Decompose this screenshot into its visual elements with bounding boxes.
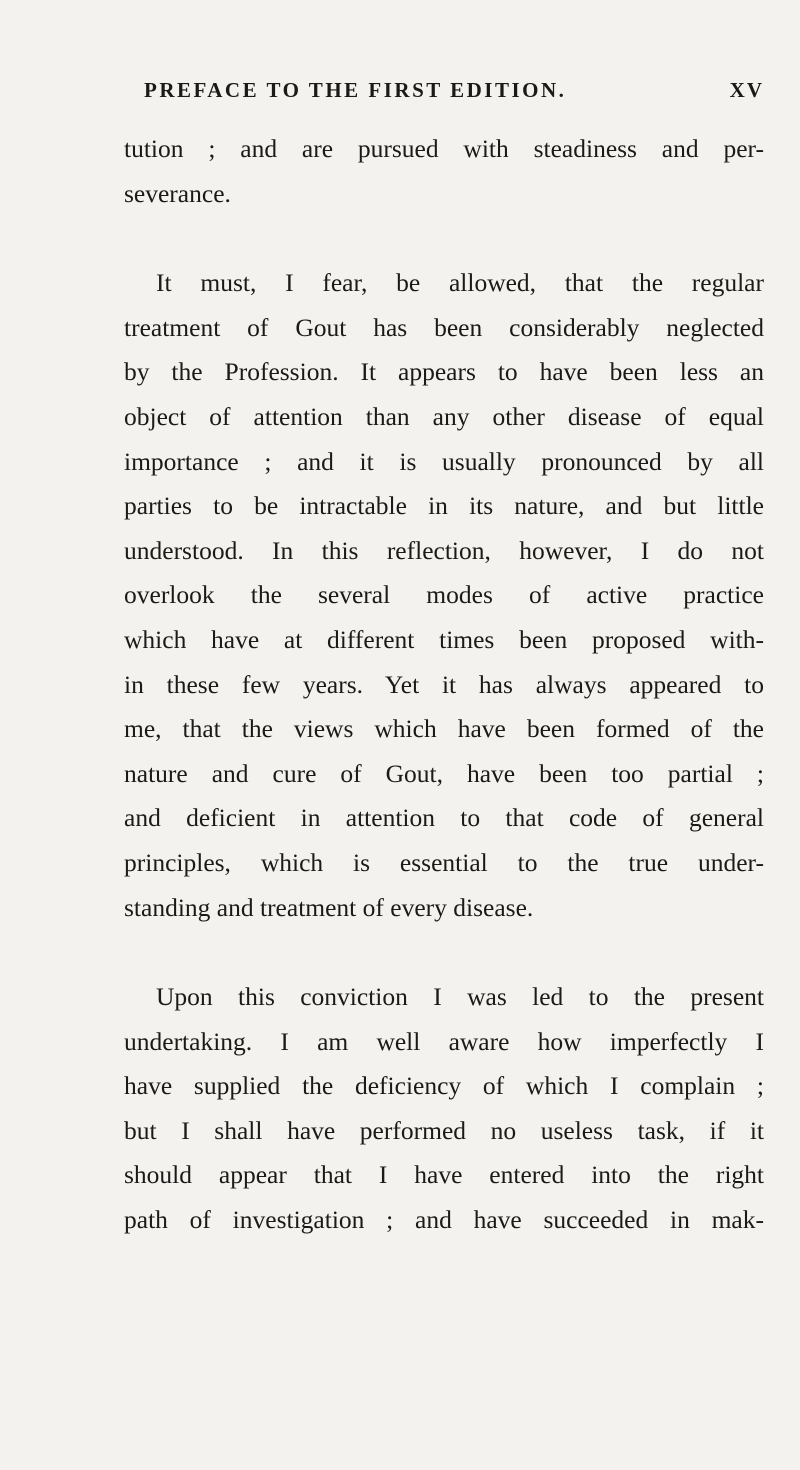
text-line: nature and cure of Gout, have been too partial ; [124, 758, 764, 788]
page-number: XV [729, 78, 764, 102]
text-line: parties to be intractable in its nature, and but little [124, 491, 764, 521]
text-line: by the Profession. It appears to have been less an [124, 357, 764, 387]
text-line: principles, which is essential to the true under- [124, 847, 764, 877]
text-line: importance ; and it is usually pronounced by all [124, 446, 764, 476]
text-line: It must, I fear, be allowed, that the regular [156, 268, 764, 298]
text-line: understood. In this reflection, however, I do not [124, 535, 764, 565]
paragraph-break [124, 216, 764, 261]
text-line: tution ; and are pursued with steadiness and per- [124, 134, 764, 163]
text-line: but I shall have performed no useless task, if it [124, 1115, 764, 1145]
text-line: have supplied the deficiency of which I complain ; [124, 1071, 764, 1101]
header-title: PREFACE TO THE FIRST EDITION. [144, 78, 567, 102]
text-line: me, that the views which have been formed of the [124, 714, 764, 744]
text-line: path of investigation ; and have succeeded in mak- [124, 1205, 764, 1235]
text-line: treatment of Gout has been considerably neglected [124, 312, 764, 342]
text-line: severance. [124, 178, 231, 208]
paragraph-break [124, 930, 764, 975]
text-line: object of attention than any other disease of equal [124, 401, 764, 431]
text-line: in these few years. Yet it has always appeared to [124, 669, 764, 699]
text-line: which have at different times been proposed with- [124, 624, 764, 654]
text-line: overlook the several modes of active practice [124, 580, 764, 610]
body-text [124, 127, 764, 1243]
text-line: and deficient in attention to that code of general [124, 803, 764, 833]
running-header [144, 78, 764, 108]
text-line: undertaking. I am well aware how imperfectly I [124, 1026, 764, 1056]
text-line: Upon this conviction I was led to the present [156, 982, 764, 1012]
text-line: should appear that I have entered into the right [124, 1160, 764, 1190]
text-line: standing and treatment of every disease. [124, 892, 534, 922]
